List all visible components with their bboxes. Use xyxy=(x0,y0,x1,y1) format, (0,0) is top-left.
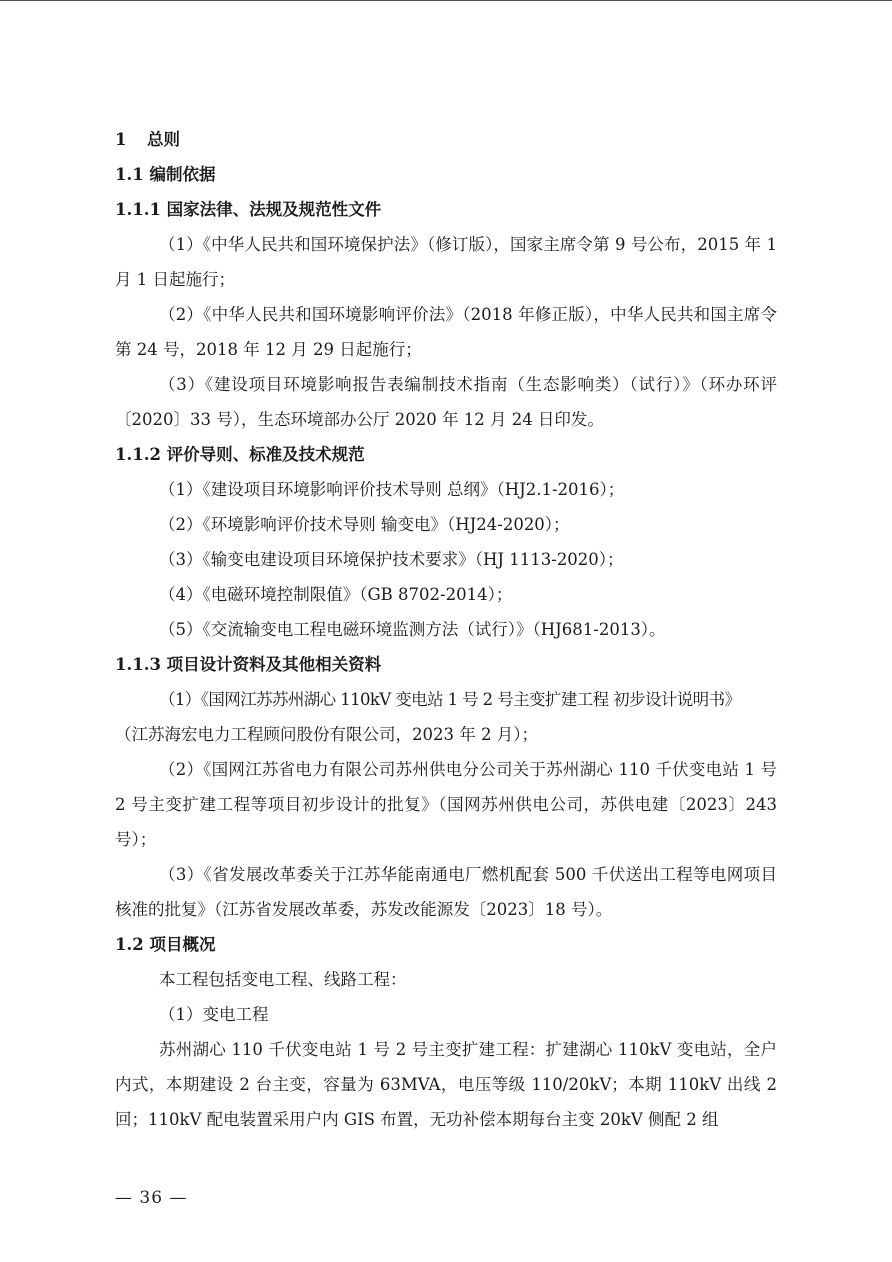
standard-item-2: （2）《环境影响评价技术导则 输变电》（HJ24-2020）； xyxy=(159,515,570,534)
design-doc-item-1-line-2: （江苏海宏电力工程顾问股份有限公司，2023 年 2 月）； xyxy=(115,725,538,744)
design-doc-item-3: （3）《省发展改革委关于江苏华能南通电厂燃机配套 500 千伏送出工程等电网项目核准的批复》（江苏省发展改革委，苏发改能源发〔2023〕18 号）。 xyxy=(115,865,777,919)
law-item-1: （1）《中华人民共和国环境保护法》（修订版），国家主席令第 9 号公布，2015 年 1 月 1 日起施行； xyxy=(115,235,777,289)
section-heading-1-2: 1.2 项目概况 xyxy=(115,935,216,954)
standard-item-5: （5）《交流输变电工程电磁环境监测方法（试行）》（HJ681-2013）。 xyxy=(159,620,666,639)
page-number: — 36 — xyxy=(115,1188,188,1208)
standard-item-1: （1）《建设项目环境影响评价技术导则 总纲》（HJ2.1-2016）； xyxy=(159,480,625,499)
substation-subheading: （1）变电工程 xyxy=(159,1005,269,1024)
document-body xyxy=(115,122,777,1137)
chapter-title: 总则 xyxy=(147,130,180,149)
section-heading-1-1-1: 1.1.1 国家法律、法规及规范性文件 xyxy=(115,200,382,219)
chapter-number: 1 xyxy=(115,130,127,149)
section-heading-1-1: 1.1 编制依据 xyxy=(115,165,216,184)
standard-item-3: （3）《输变电建设项目环境保护技术要求》（HJ 1113-2020）； xyxy=(159,550,624,569)
substation-description: 苏州湖心 110 千伏变电站 1 号 2 号主变扩建工程：扩建湖心 110kV 变电站，全户内式，本期建设 2 台主变，容量为 63MVA，电压等级 110/20kV；本期 110kV 出线 2 回；110kV 配电装置采用户内 GIS 布置，无功补偿本期每台主变 20kV 侧配 2 组 xyxy=(115,1040,777,1129)
top-border-rule xyxy=(0,0,892,1)
section-heading-1-1-2: 1.1.2 评价导则、标准及技术规范 xyxy=(115,445,365,464)
chapter-heading xyxy=(115,122,777,157)
law-item-3: （3）《建设项目环境影响报告表编制技术指南（生态影响类）（试行）》（环办环评〔2020〕33 号），生态环境部办公厅 2020 年 12 月 24 日印发。 xyxy=(115,375,777,429)
section-heading-1-1-3: 1.1.3 项目设计资料及其他相关资料 xyxy=(115,655,382,674)
design-doc-item-1-line-1: （1）《国网江苏苏州湖心 110kV 变电站 1 号 2 号主变扩建工程 初步设计说明书》 xyxy=(159,690,741,709)
law-item-2: （2）《中华人民共和国环境影响评价法》（2018 年修正版），中华人民共和国主席令第 24 号，2018 年 12 月 29 日起施行； xyxy=(115,305,777,359)
project-intro: 本工程包括变电工程、线路工程： xyxy=(159,970,407,989)
design-doc-item-2: （2）《国网江苏省电力有限公司苏州供电分公司关于苏州湖心 110 千伏变电站 1 号 2 号主变扩建工程等项目初步设计的批复》（国网苏州供电公司，苏供电建〔2023〕243 号）； xyxy=(115,760,777,849)
standard-item-4: （4）《电磁环境控制限值》（GB 8702-2014）； xyxy=(159,585,513,604)
